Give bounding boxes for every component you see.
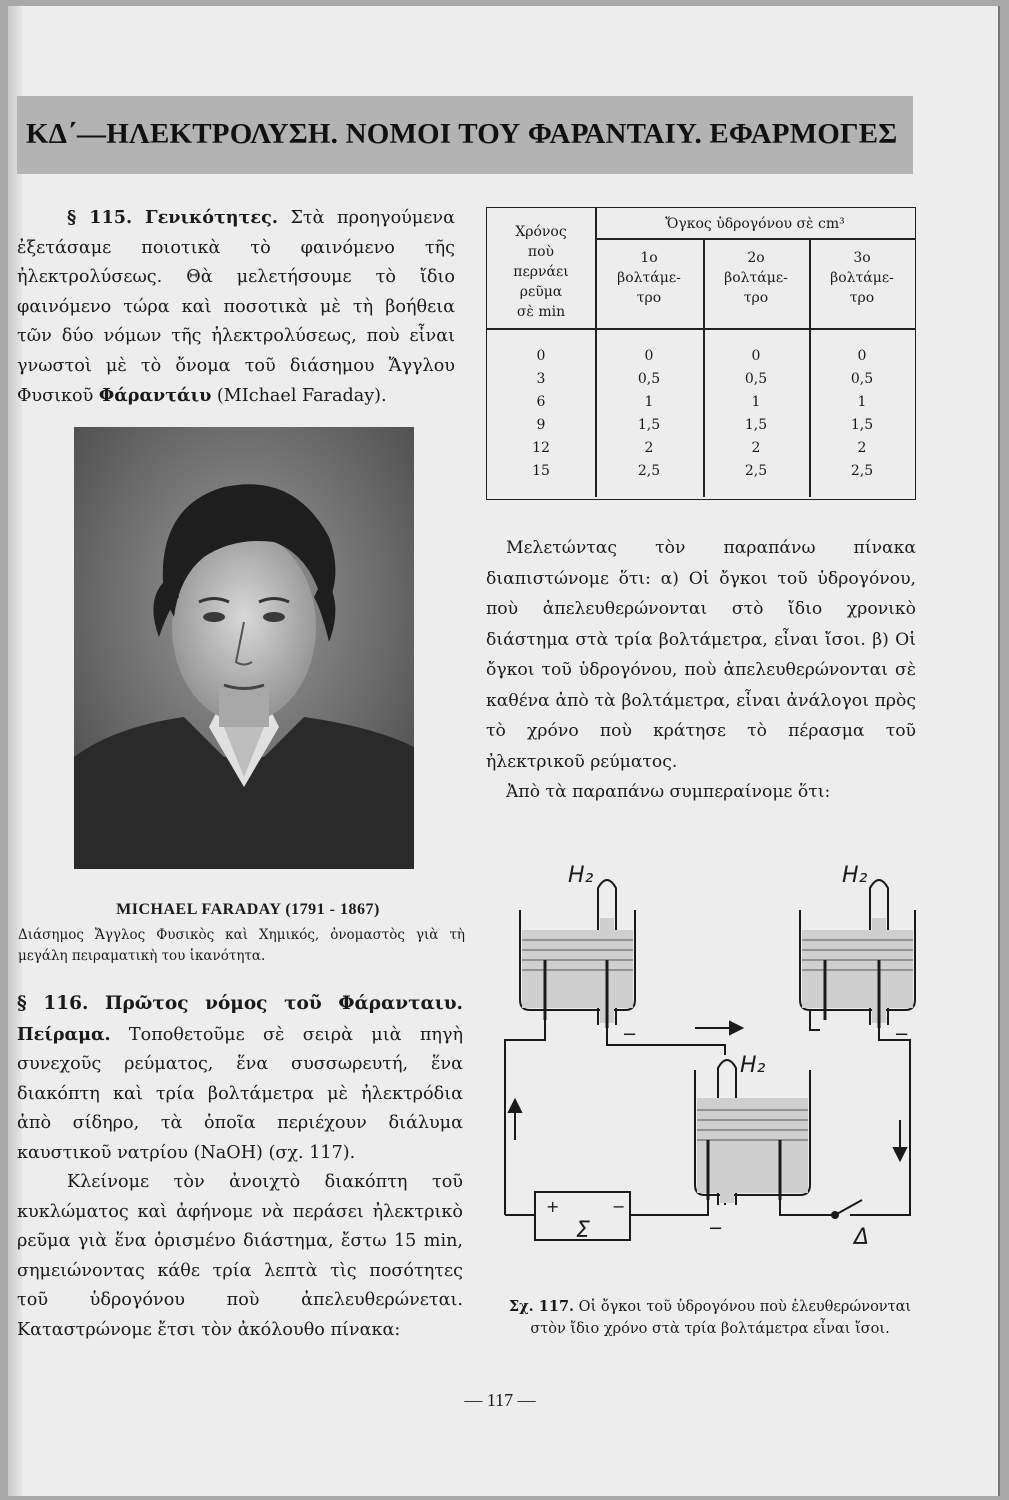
section-116 (17, 989, 463, 1345)
voltameter-label: βολτάμε- (830, 270, 894, 286)
v3-cell: 2 (857, 440, 867, 456)
voltameter-label: βολτάμε- (724, 270, 788, 286)
time-cell: 3 (536, 371, 546, 387)
table-row (487, 438, 915, 460)
portrait-caption-description: Διάσημος Ἄγγλος Φυσικὸς καὶ Χημικός, ὀνομαστὸς γιὰ τὴ μεγάλη πειραματικὴ του ἱκανότητα. (18, 927, 465, 964)
figure-caption-text: Οἱ ὄγκοι τοῦ ὑδρογόνου ποὺ ἐλευθερώνονται στὸν ἴδιο χρόνο στὰ τρία βολτάμετρα εἶναι ἴσοι. (530, 1299, 912, 1337)
time-cell: 6 (536, 394, 546, 410)
time-header (487, 222, 595, 322)
time-header-line: ρεῦμα (519, 284, 563, 300)
v3-cell: 0,5 (850, 371, 874, 387)
battery-minus: − (612, 1197, 626, 1216)
v1-cell: 1,5 (637, 417, 661, 433)
voltameter-ordinal: 1ο (640, 250, 658, 266)
voltameter-header-1 (595, 248, 703, 308)
v1-cell: 0,5 (637, 371, 661, 387)
voltameter-ordinal: 2ο (747, 250, 765, 266)
inference-paragraph: Ἀπὸ τὰ παραπάνω συμπεραίνομε ὅτι: (506, 782, 831, 802)
section-116-heading: § 116. Πρῶτος νόμος τοῦ Φάρανταιυ. (17, 993, 463, 1014)
v2-cell: 0,5 (744, 371, 768, 387)
v2-cell: 2,5 (744, 463, 768, 479)
h2-label-left: H₂ (568, 863, 594, 888)
v3-cell: 0 (857, 348, 867, 364)
minus-label: − (894, 1024, 910, 1045)
figure-caption-label: Σχ. 117. (508, 1298, 575, 1315)
chapter-title: ΚΔ΄—ΗΛΕΚΤΡΟΛΥΣΗ. ΝΟΜΟΙ ΤΟΥ ΦΑΡΑΝΤΑΙΥ. ΕΦΑΡΜΟΓΕΣ (26, 118, 898, 150)
time-header-line: περνάει (513, 264, 569, 280)
battery-plus: + (546, 1197, 560, 1216)
v2-cell: 2 (751, 440, 761, 456)
v3-cell: 1,5 (850, 417, 874, 433)
v1-cell: 2,5 (637, 463, 661, 479)
volume-header: Ὄγκος ὑδρογόνου σὲ cm³ (665, 216, 845, 232)
minus-label: − (708, 1218, 724, 1239)
table-divider (595, 238, 915, 240)
figure-caption (490, 1296, 930, 1340)
voltameter-label: βολτάμε- (617, 270, 681, 286)
conclusions-paragraph: Μελετώντας τὸν παραπάνω πίνακα διαπιστώνομε ὅτι: α) Οἱ ὄγκοι τοῦ ὑδρογόνου, ποὺ ἀπελευθερώνονται στὸ ἴδιο χρονικὸ διάστημα στὰ τρία βολτάμετρα, εἶναι ἴσοι. β) Οἱ ὄγκοι τοῦ ὑδρογόνου, ποὺ ἀπελευθερώνονται σὲ καθένα ἀπὸ τὰ βολτάμετρα, εἶναι ἀνάλογοι πρὸς τὸ χρόνο ποὺ κράτησε τὸ πέρασμα τοῦ ἠλεκτρικοῦ ρεύματος. (486, 538, 916, 772)
section-115-text-end: (MIchael Faraday). (211, 386, 387, 406)
time-cell: 12 (532, 440, 550, 456)
v2-cell: 1 (751, 394, 761, 410)
time-header-line: ποὺ (527, 244, 555, 260)
v2-cell: 1,5 (744, 417, 768, 433)
time-cell: 0 (536, 348, 546, 364)
time-header-line: σὲ min (516, 304, 566, 320)
v1-cell: 2 (644, 440, 654, 456)
table-divider (487, 328, 915, 330)
voltameter-label: τρο (636, 290, 662, 306)
portrait-caption-name: MICHAEL FARADAY (1791 - 1867) (116, 901, 380, 918)
v3-cell: 1 (857, 394, 867, 410)
section-116-paragraph-1 (17, 989, 463, 1168)
voltameter-ordinal: 3ο (853, 250, 871, 266)
table-row (487, 346, 915, 368)
v1-cell: 0 (644, 348, 654, 364)
page-number: — 117 — (464, 1390, 536, 1410)
battery-sigma: Σ (576, 1218, 590, 1243)
table-row (487, 369, 915, 391)
h2-label-right: H₂ (842, 863, 868, 888)
table-row (487, 461, 915, 483)
minus-label: − (622, 1024, 638, 1045)
v2-cell: 0 (751, 348, 761, 364)
voltameter-label: τρο (743, 290, 769, 306)
faraday-portrait (74, 427, 414, 869)
voltameter-header-3 (809, 248, 915, 308)
section-115-heading: § 115. Γενικότητες. (67, 207, 278, 228)
switch-delta: Δ (854, 1225, 870, 1250)
table-row (487, 392, 915, 414)
table-row (487, 415, 915, 437)
time-cell: 15 (532, 463, 550, 479)
faraday-name: Φάραντάιυ (98, 385, 212, 406)
section-115-paragraph (17, 203, 455, 412)
time-cell: 9 (536, 417, 546, 433)
experiment-label: Πείραμα. (17, 1023, 111, 1045)
voltameter-label: τρο (849, 290, 875, 306)
h2-label-middle: H₂ (740, 1053, 766, 1078)
voltameter-header-2 (703, 248, 809, 308)
hydrogen-volume-table (486, 207, 916, 500)
time-header-line: Χρόνος (515, 224, 567, 240)
v3-cell: 2,5 (850, 463, 874, 479)
section-116-text: Τοποθετοῦμε σὲ σειρὰ μιὰ πηγὴ συνεχοῦς ρεύματος, ἕνα συσσωρευτή, ἕνα διακόπτη καὶ τρία βολτάμετρα μὲ ἠλεκτρόδια ἀπὸ σίδηρο, τὰ ὁποῖα περιέχουν διάλυμα καυστικοῦ νατρίου (NaOH) (σχ. 117). (17, 1024, 463, 1163)
section-115-text: Στὰ προηγούμενα ἐξετάσαμε ποιοτικὰ τὸ φαινόμενο τῆς ἠλεκτρολύσεως. Θὰ μελετήσουμε τὸ ἴδιο φαινόμενο τώρα καὶ ποσοτικὰ μὲ τὴ βοήθεια τῶν δύο νόμων τῆς ἠλεκτρολύσεως, ποὺ εἶναι γνωστοὶ μὲ τὸ ὄνομα τοῦ διάσημου Ἄγγλου Φυσικοῦ (17, 208, 455, 406)
conclusions-text (486, 533, 916, 808)
section-115 (17, 203, 455, 412)
section-116-paragraph-2: Κλείνομε τὸν ἀνοιχτὸ διακόπτη τοῦ κυκλώματος καὶ ἀφήνομε νὰ περάσει ἠλεκτρικὸ ρεῦμα γιὰ ἕνα ὁρισμένο διάστημα, ἔστω 15 min, σημειώνοντας κάθε τρία λεπτὰ τὶς ποσότητες τοῦ ὑδρογόνου ποὺ ἀπελευθερώνεται. Καταστρώνομε ἔτσι τὸν ἀκόλουθο πίνακα: (17, 1172, 463, 1340)
voltameter-circuit-diagram (490, 850, 920, 1290)
v1-cell: 1 (644, 394, 654, 410)
